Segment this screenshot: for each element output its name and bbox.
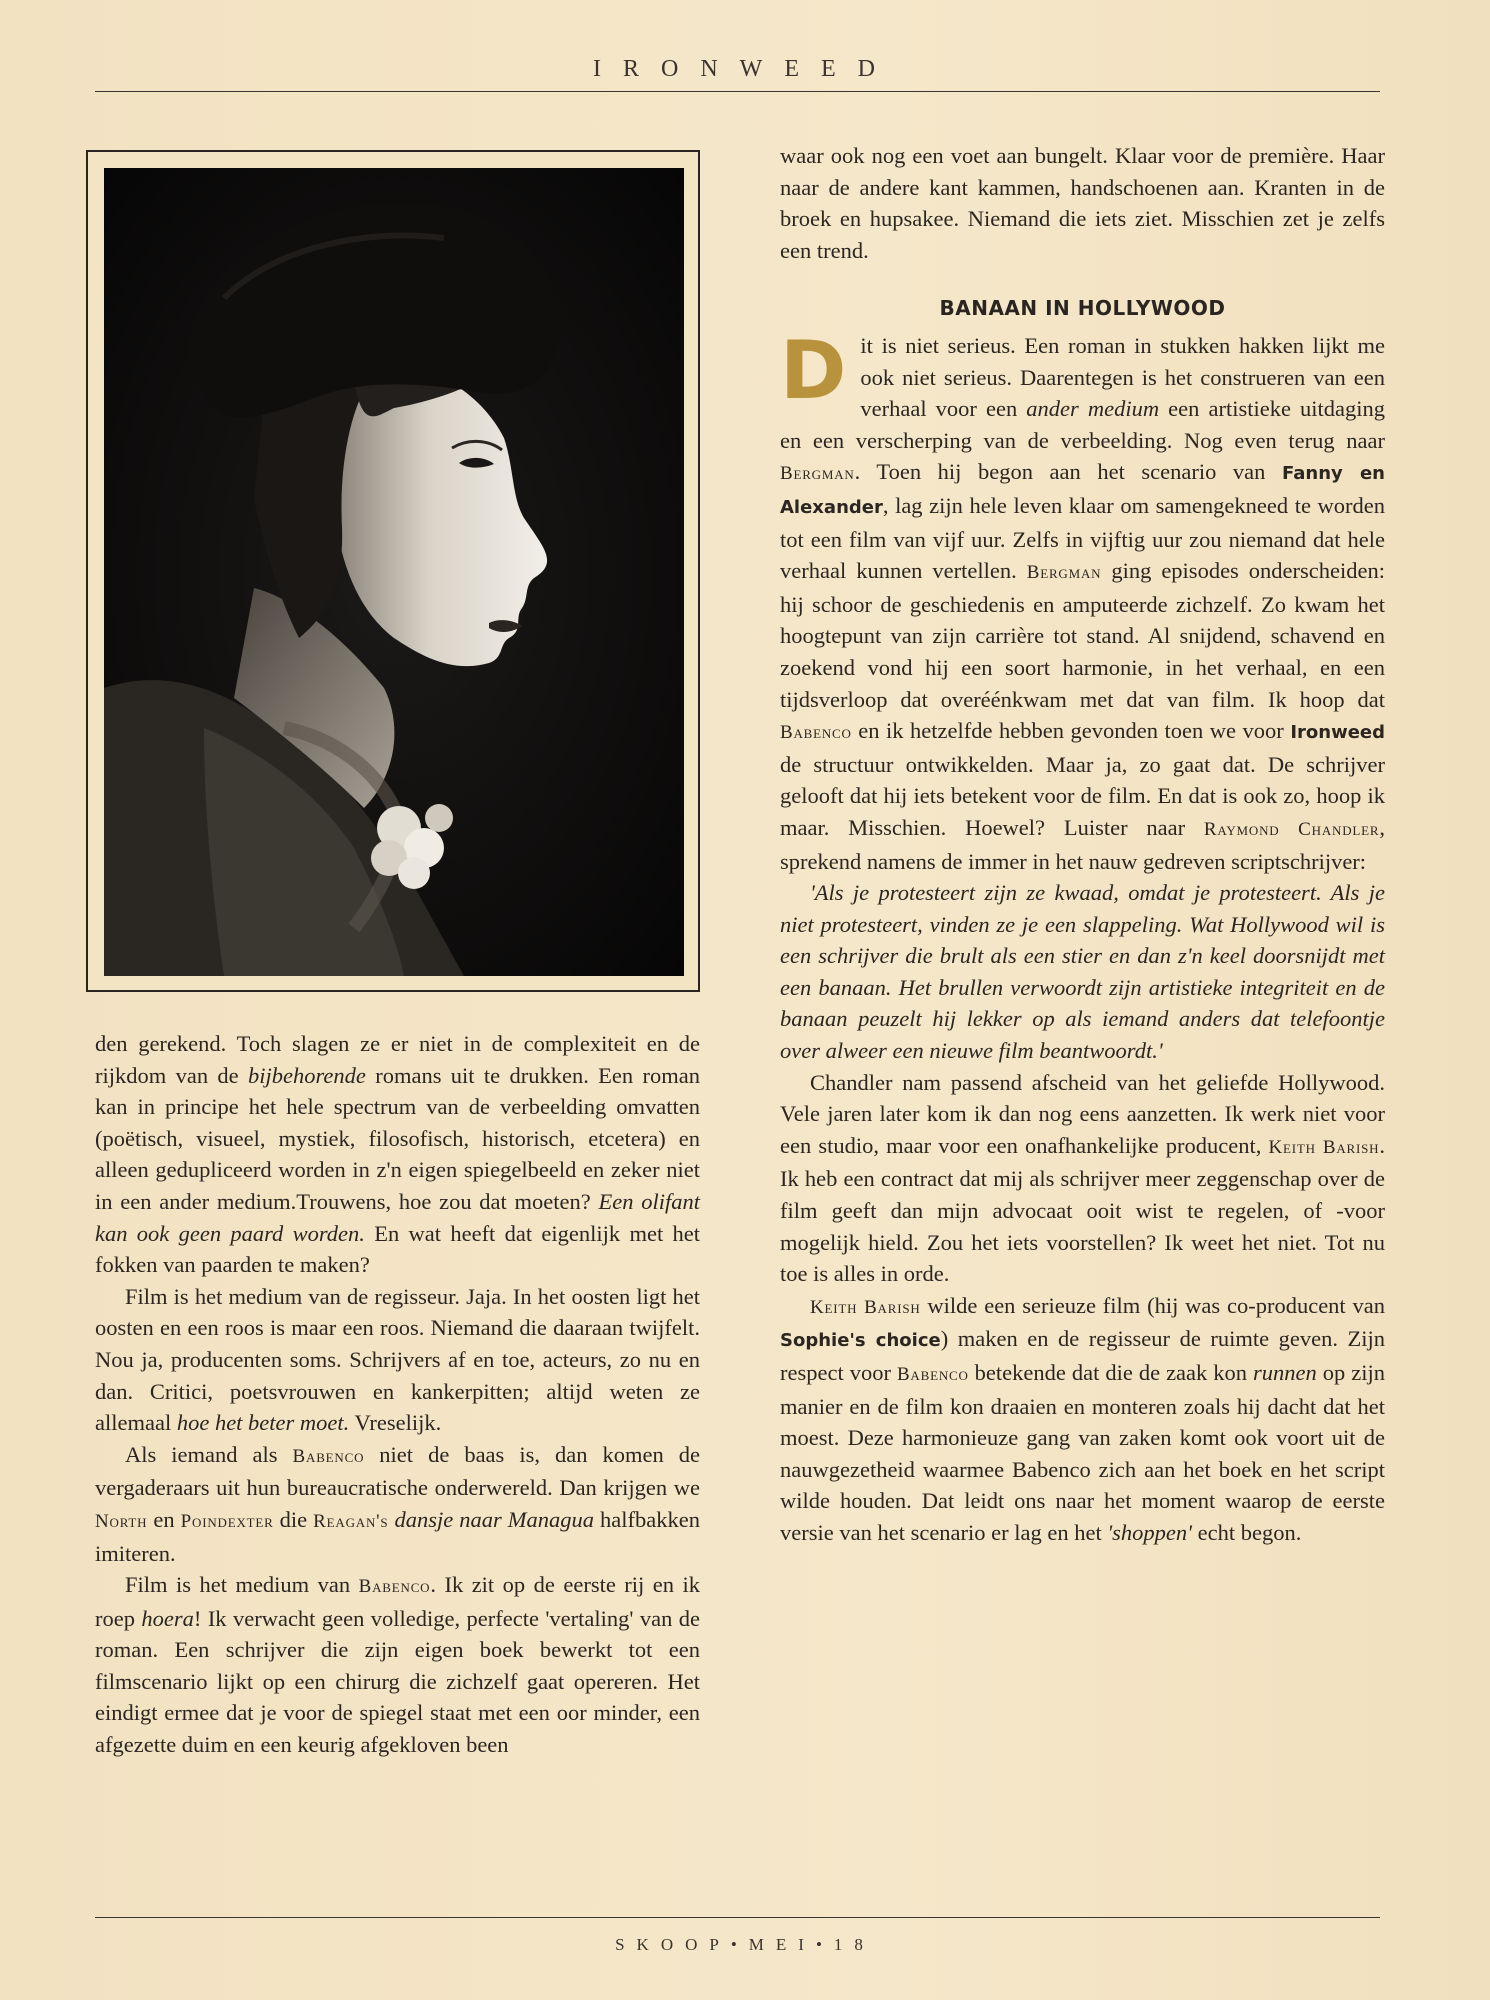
- paragraph: [780, 1290, 1385, 1549]
- name-smallcaps: Reagan's: [313, 1510, 389, 1532]
- section-heading: BANAAN IN HOLLYWOOD: [939, 296, 1226, 320]
- portrait-photo: [104, 168, 684, 976]
- text-run: Film is het medium van de regisseur. Jaja. In het oosten ligt het oosten en een roos is maar een roos. Niemand die daaraan twijfelt. Nou ja, producenten soms. Schrijvers af en toe, acteurs, zo nu en dan. Critici, poetsvrouwen en kankerpitten; altijd weten ze allemaal: [95, 1283, 700, 1436]
- name-smallcaps: Bergman: [780, 463, 855, 485]
- quote-paragraph: 'Als je protesteert zijn ze kwaad, omdat je protesteert. Als je niet protesteert, vinden ze je een slappeling. Wat Hollywood wil is een schrijver die brult als een stier en dan z'n keel doorsnijdt met een banaan. Het brullen verwoordt zijn artistieke integriteit en de banaan peuzelt hij lekker op als iemand anders dat telefoontje over alweer een nieuwe film beantwoordt.': [780, 880, 1385, 1064]
- text-run: halfbakken imiteren.: [95, 1506, 700, 1566]
- left-column: [95, 1028, 700, 1761]
- text-run: ! Ik verwacht geen volledige, perfecte 'vertaling' van de roman. Een schrijver die zijn eigen boek bewerkt tot een filmscenario lijkt op een chirurg die zichzelf gaat opereren. Het eindigt ermee dat je voor de spiegel staat met een oor minder, een afgezette duim en een keurig afgekloven been: [95, 1605, 700, 1758]
- film-title: Ironweed: [1290, 722, 1385, 744]
- text-run: Film is het medium van: [125, 1572, 359, 1598]
- name-smallcaps: North: [95, 1510, 148, 1532]
- running-title: IRONWEED: [593, 56, 897, 82]
- name-smallcaps: Babenco: [292, 1445, 365, 1467]
- name-smallcaps: Babenco: [358, 1576, 431, 1598]
- text-run: Chandler nam passend afscheid van het geliefde Hollywood. Vele jaren later kom ik dan nog eens aanzetten. Ik werk niet voor een studio, maar voor een onafhankelijke producent,: [780, 1069, 1385, 1158]
- text-run: op zijn manier en de film kon draaien en monteren zoals hij dacht dat het moest. Deze harmonieuze gang van zaken komt ook voort uit de nauwgezetheid waarmee Babenco zich aan het boek en het script wilde houden. Dat leidt ons naar het moment waarop de eerste versie van het scenario er lag en het: [780, 1360, 1386, 1545]
- text-run: niet de baas is, dan komen de vergaderaars uit hun bureaucratische onderwereld. Dan krijgen we: [95, 1441, 700, 1501]
- photo-frame: [86, 150, 700, 992]
- text-run: . Ik zit op de eerste rij en ik roep: [95, 1572, 700, 1631]
- text-run: den gerekend. Toch slagen ze er niet in de complexiteit en de rijkdom van de: [95, 1031, 700, 1088]
- name-smallcaps: Bergman: [1026, 562, 1102, 584]
- italic-run: bijbehorende: [248, 1062, 366, 1088]
- paragraph: [780, 1067, 1385, 1290]
- paragraph: [95, 1281, 700, 1439]
- text-run: it is niet serieus. Een roman in stukken hakken lijkt me ook niet serieus. Daarentegen is het construeren van een verhaal voor een: [860, 333, 1385, 422]
- paragraph: [95, 1569, 700, 1761]
- right-column-main: [780, 324, 1386, 1549]
- text-run: , lag zijn hele leven klaar om samengekneed te worden tot een film van vijf uur. Zelfs in vijftig uur zou niemand dat hele verhaal kunnen vertellen.: [780, 492, 1385, 584]
- running-foot: SKOOP•MEI•18: [615, 1935, 875, 1954]
- text-run: En wat heeft dat eigenlijk met het fokken van paarden te maken?: [95, 1220, 700, 1278]
- text-run: de structuur ontwikkelden. Maar ja, zo gaat dat. De schrijver gelooft dat hij iets betekent voor de film. En dat is ook zo, hoop ik maar. Misschien. Hoewel? Luister naar: [780, 751, 1385, 840]
- name-smallcaps: Babenco: [780, 722, 852, 744]
- paragraph: [780, 324, 1386, 877]
- italic-run: hoe het beter moet.: [176, 1410, 350, 1436]
- text-run: die: [273, 1506, 314, 1532]
- name-smallcaps: Raymond Chandler: [1203, 818, 1380, 840]
- italic-run: ander medium: [1026, 396, 1160, 422]
- text-run: ging episodes onderscheiden: hij schoor de geschiedenis en amputeerde zichzelf. Zo kwam het hoogtepunt van zijn carrière tot stand. Al snijdend, schavend en zoekend vond hij een soort harmonie, in het verhaal, en een tijdsverloop dat overéénkwam met dat van film. Ik hoop dat: [780, 558, 1385, 712]
- text-run: . Toen hij begon aan het scenario van: [854, 459, 1282, 485]
- film-title: Fanny en Alexander: [780, 463, 1385, 518]
- right-column-top: [780, 140, 1385, 266]
- name-smallcaps: Keith Barish: [1268, 1136, 1380, 1158]
- italic-run: runnen: [1253, 1360, 1317, 1385]
- text-run: . Ik heb een contract dat mij als schrijver meer zeggenschap over de film geeft dan mijn advocaat ooit wist te regelen, of -voor mogelijk hield. Zou het iets voorstellen? Ik weet het niet. Tot nu toe is alles in orde.: [780, 1132, 1385, 1287]
- italic-run: Een olifant kan ook geen paard worden.: [95, 1188, 700, 1246]
- drop-cap: D: [780, 324, 847, 417]
- bottom-rule: [95, 1917, 1380, 1918]
- portrait-photo-icon: [104, 168, 684, 976]
- name-smallcaps: Poindexter: [180, 1510, 274, 1532]
- text-run: Vreselijk.: [349, 1410, 442, 1436]
- text-run: betekende dat die de zaak kon: [968, 1360, 1254, 1385]
- text-run: romans uit te drukken. Een roman kan in principe het hele spectrum van de verbeelding omvatten (poëtisch, visueel, mystiek, filosofisch, historisch, etcetera) en alleen gedupliceerd worden in z'n eigen spiegelbeeld en zeker niet in een ander medium.Trouwens, hoe zou dat moeten?: [95, 1062, 700, 1214]
- text-run: een artistieke uitdaging en een verscherping van de verbeelding. Nog even terug naar: [780, 396, 1386, 453]
- text-run: ) maken en de regisseur de ruimte geven. Zijn respect voor: [780, 1326, 1386, 1385]
- text-run: , sprekend namens de immer in het nauw gedreven scriptschrijver:: [780, 814, 1385, 874]
- paragraph: [95, 1028, 700, 1281]
- italic-run: hoera: [141, 1605, 194, 1631]
- name-smallcaps: Babenco: [896, 1364, 969, 1385]
- text-run: en: [147, 1506, 181, 1532]
- italic-run: dansje naar Managua: [394, 1506, 594, 1532]
- text-run: Als iemand als: [125, 1441, 293, 1467]
- top-rule: [95, 91, 1380, 92]
- text-run: echt begon.: [1191, 1519, 1302, 1545]
- name-smallcaps: Keith Barish: [810, 1296, 921, 1318]
- italic-run: 'shoppen': [1107, 1519, 1192, 1545]
- paragraph: waar ook nog een voet aan bungelt. Klaar voor de première. Haar naar de andere kant kammen, handschoenen aan. Kranten in de broek en hupsakee. Niemand die iets ziet. Misschien zet je zelfs een trend.: [780, 143, 1385, 263]
- paragraph: [95, 1439, 700, 1569]
- text-run: wilde een serieuze film (hij was co-producent van: [920, 1292, 1385, 1318]
- film-title: Sophie's choice: [780, 1330, 941, 1352]
- text-run: en ik hetzelfde hebben gevonden toen we voor: [851, 718, 1291, 744]
